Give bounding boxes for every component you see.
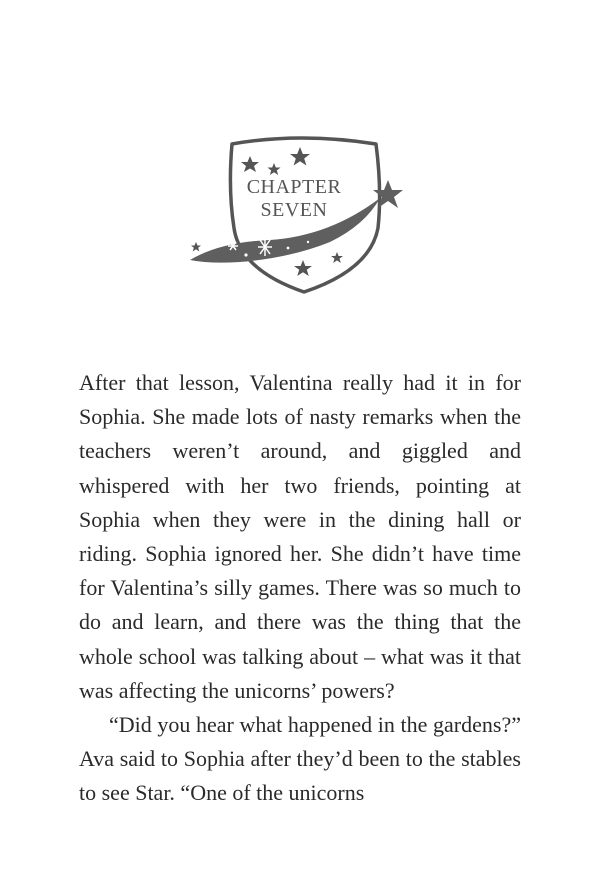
chapter-label: CHAPTER [246, 176, 342, 198]
paragraph: After that lesson, Valentina really had it in for Sophia. She made lots of nasty remarks when the teachers weren’t around, and giggled and whispered with her two friends, pointing at Sophia when they were in the dining hall or riding. Sophia ignored her. She didn’t have time for Valentina’s silly games. There was so much to do and learn, and there was the thing that the whole school was talking about – what was it that was affecting the unicorns’ powers? [79, 370, 521, 703]
chapter-number: SEVEN [260, 199, 328, 221]
chapter-heading [242, 176, 346, 222]
paragraph: “Did you hear what happened in the gardens?” Ava said to Sophia after they’d been to the stables to see Star. “One of the unicorns [79, 712, 521, 806]
chapter-body [79, 366, 521, 811]
star-icon [191, 242, 201, 252]
